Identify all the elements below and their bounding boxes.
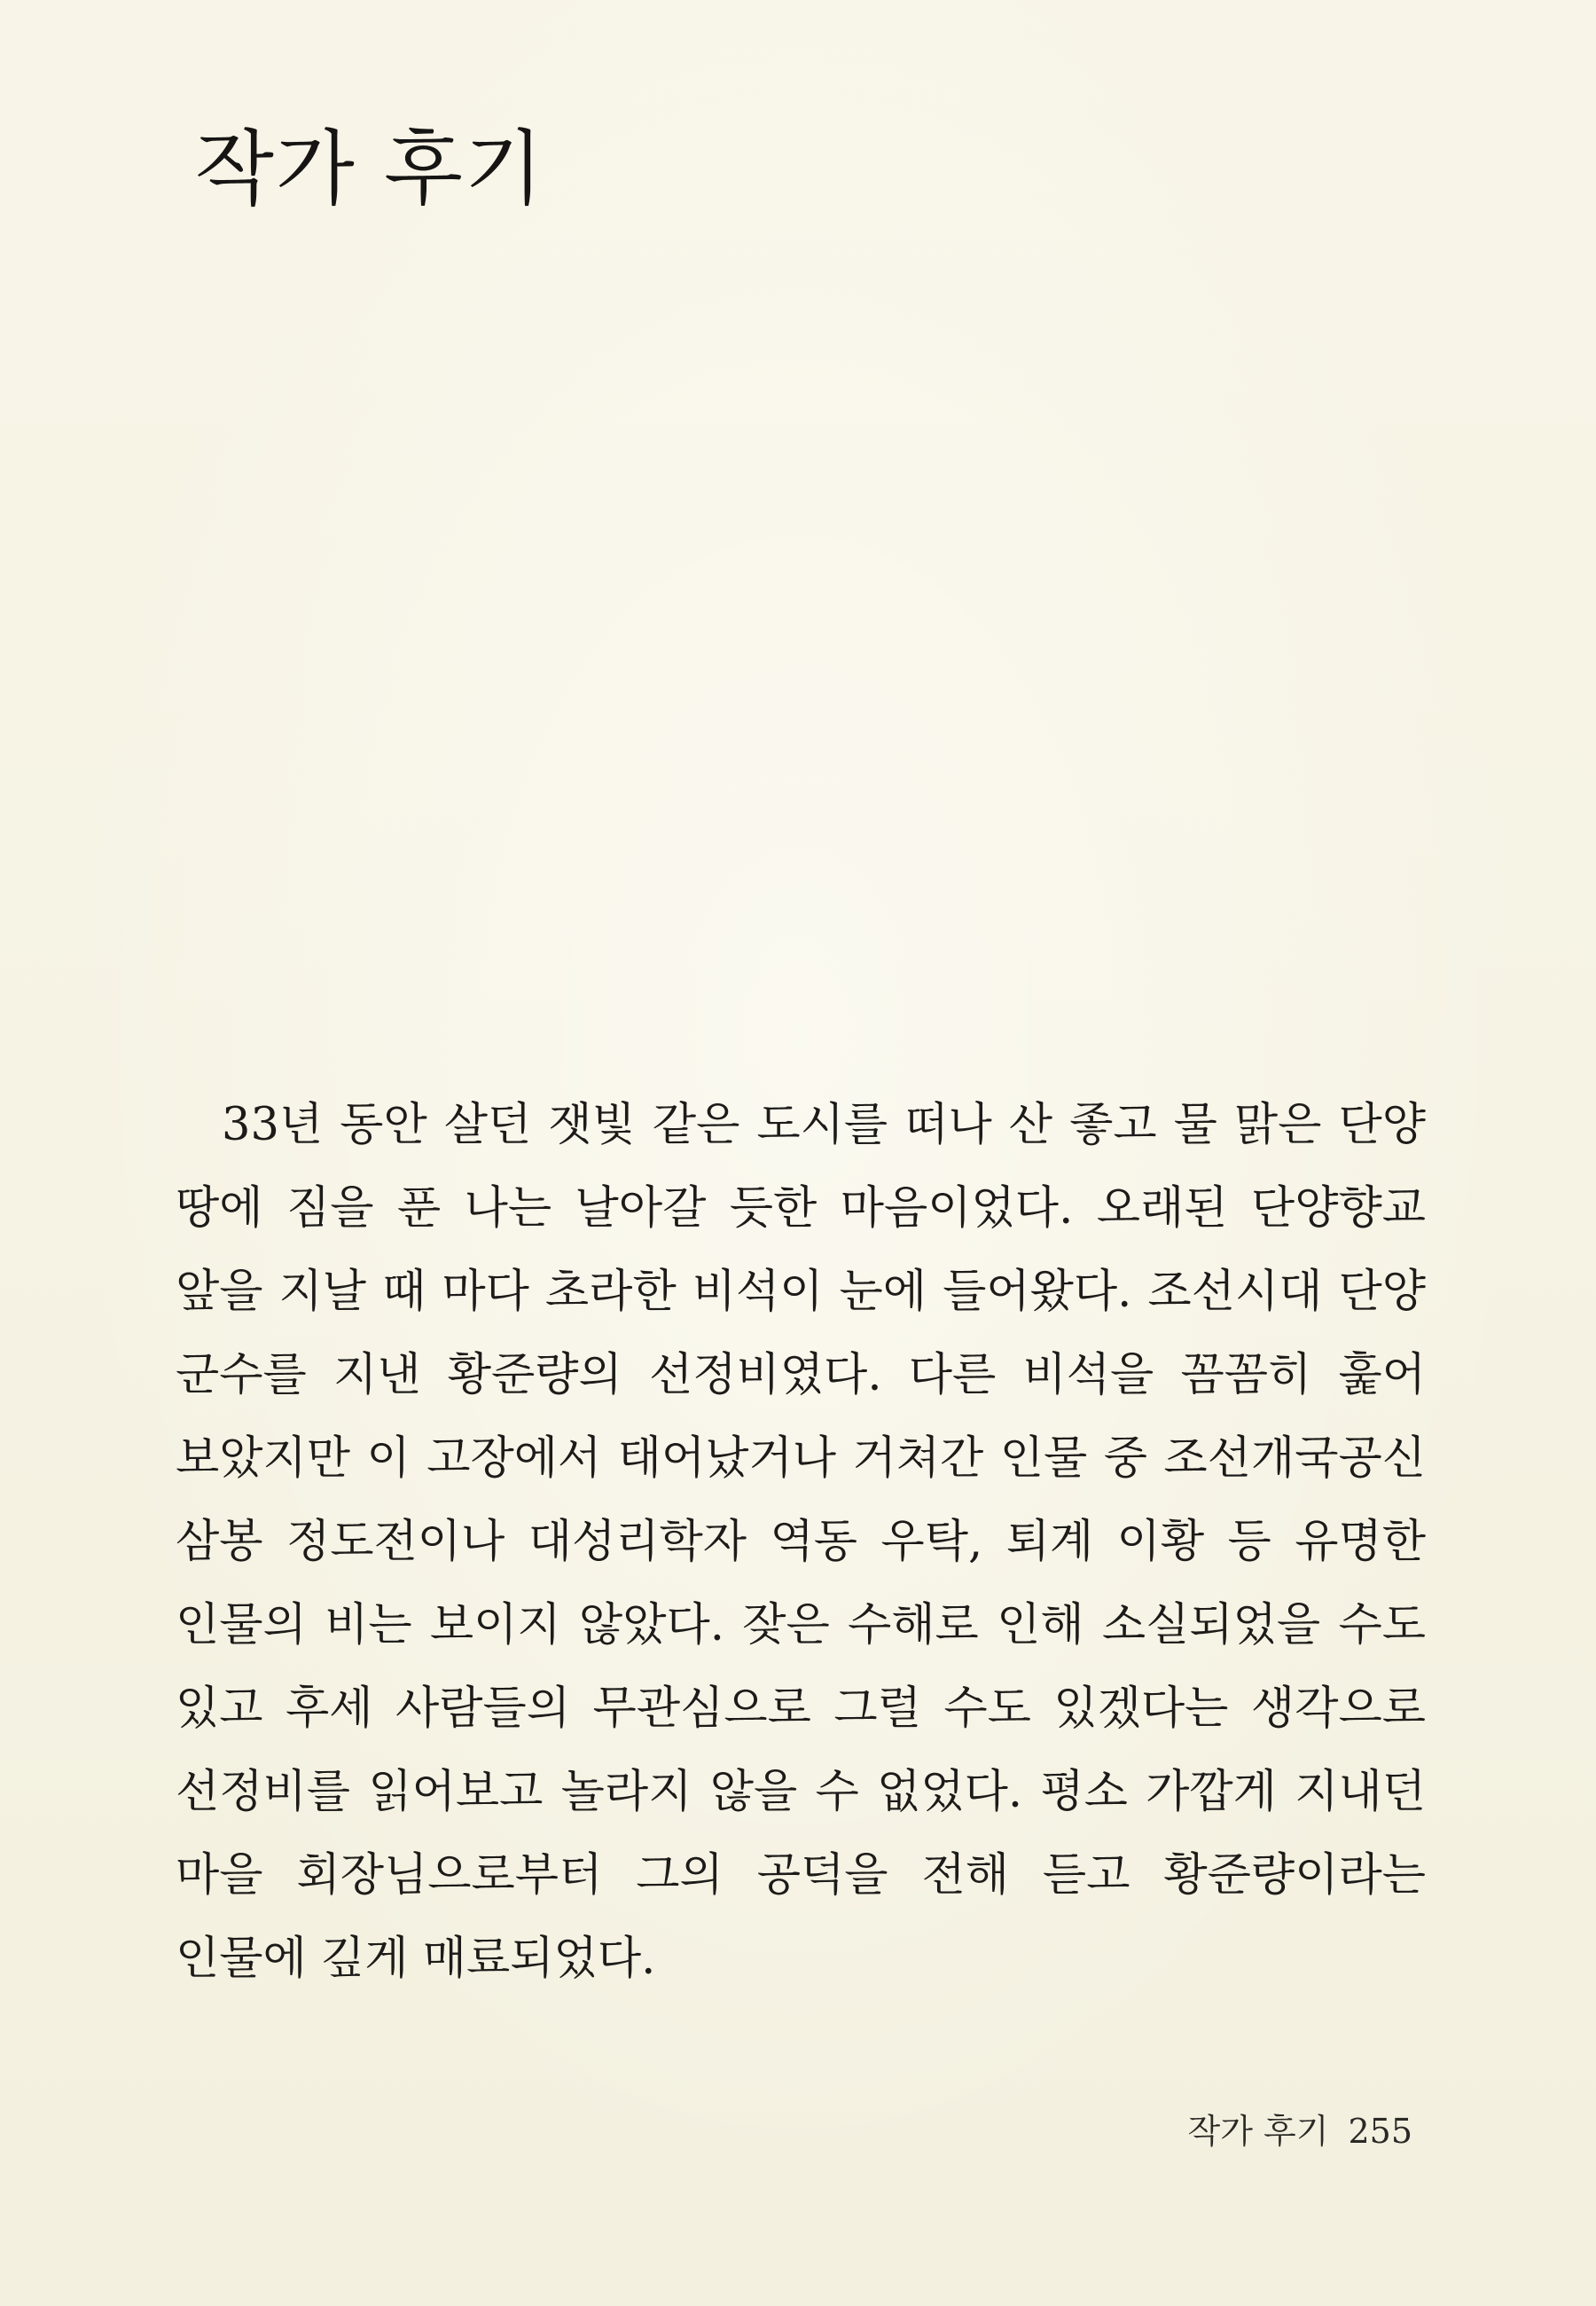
body-text [176, 1084, 1426, 2001]
page-number: 255 [1348, 2112, 1412, 2151]
paragraph: 33년 동안 살던 잿빛 같은 도시를 떠나 산 좋고 물 맑은 단양 땅에 짐을 푼 나는 날아갈 듯한 마음이었다. 오래된 단양향교 앞을 지날 때 마다 초라한 비석이 눈에 들어왔다. 조선시대 단양 군수를 지낸 황준량의 선정비였다. 다른 비석을 꼼꼼히 훑어 보았지만 이 고장에서 태어났거나 거쳐간 인물 중 조선개국공신 삼봉 정도전이나 대성리학자 역동 우탁, 퇴계 이황 등 유명한 인물의 비는 보이지 않았다. 잦은 수해로 인해 소실되었을 수도 있고 후세 사람들의 무관심으로 그럴 수도 있겠다는 생각으로 선정비를 읽어보고 놀라지 않을 수 없었다. 평소 가깝게 지내던 마을 회장님으로부터 그의 공덕을 전해 듣고 황준량이라는 인물에 깊게 매료되었다. [176, 1099, 1426, 1985]
running-title: 작가 후기 [1187, 2112, 1329, 2151]
chapter-title: 작가 후기 [195, 122, 545, 216]
running-footer [1188, 2104, 1412, 2153]
